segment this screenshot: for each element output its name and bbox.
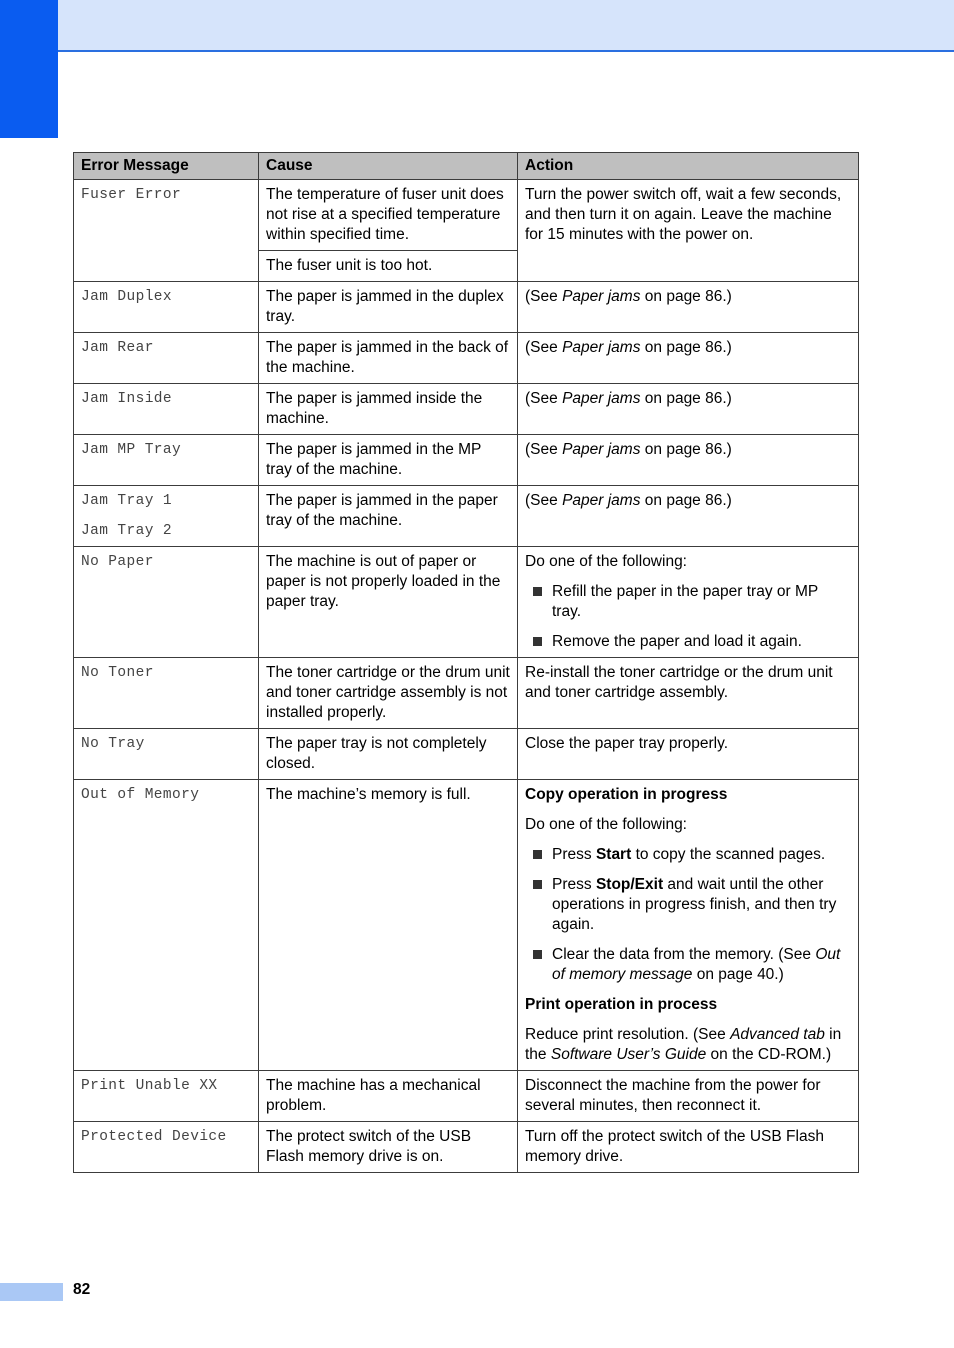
copy-intro: Do one of the following: [525, 816, 687, 833]
table-header-row [74, 153, 859, 180]
action-cell [518, 333, 859, 384]
copy-heading-text: Copy operation in progress [525, 786, 728, 803]
bullet-text [552, 945, 851, 985]
bullet-text-part: Press [552, 876, 596, 893]
cause-cell: The machine’s memory is full. [259, 780, 518, 1071]
see-reference: Paper jams [562, 339, 641, 356]
footer-bar [0, 1283, 63, 1301]
error-code: No Tray [74, 729, 259, 780]
action-cell: Disconnect the machine from the power for several minutes, then reconnect it. [518, 1071, 859, 1122]
action-cell: Turn the power switch off, wait a few seconds, and then turn it on again. Leave the machine for 15 minutes with the power on. [518, 180, 859, 282]
cause-cell: The machine has a mechanical problem. [259, 1071, 518, 1122]
software-guide-reference: Software User’s Guide [550, 1046, 707, 1063]
error-code: Protected Device [74, 1122, 259, 1173]
print-heading [525, 995, 851, 1015]
action-cell: Turn off the protect switch of the USB Flash memory drive. [518, 1122, 859, 1173]
bullet-text-part: and wait until the other operations in progress finish, and then try again. [552, 876, 837, 933]
print-text-part: on the CD-ROM.) [706, 1046, 832, 1063]
header-error-message: Error Message [74, 153, 259, 180]
error-code [74, 486, 259, 547]
start-key-label: Start [595, 846, 632, 863]
action-cell [518, 384, 859, 435]
cause-cell: The toner cartridge or the drum unit and toner cartridge assembly is not installed properly. [259, 658, 518, 729]
table-row [74, 658, 859, 729]
cause-cell: The paper is jammed inside the machine. [259, 384, 518, 435]
table-row [74, 729, 859, 780]
table-row [74, 282, 859, 333]
cause-cell: The temperature of fuser unit does not rise at a specified temperature within specified time. [259, 180, 518, 251]
error-code-line: Jam Tray 2 [81, 523, 173, 539]
print-heading-text: Print operation in process [525, 996, 718, 1013]
square-bullet-icon [533, 637, 542, 646]
error-code: Print Unable XX [74, 1071, 259, 1122]
cause-cell: The machine is out of paper or paper is not properly loaded in the paper tray. [259, 547, 518, 658]
bullet-text-part: Clear the data from the memory. (See [552, 946, 816, 963]
bullet-item [525, 945, 851, 985]
error-code: No Paper [74, 547, 259, 658]
table-row [74, 780, 859, 1071]
error-message-table [73, 152, 859, 1173]
action-cell [518, 486, 859, 547]
print-paragraph [525, 1025, 851, 1065]
bullet-item [525, 875, 851, 935]
square-bullet-icon [533, 880, 542, 889]
error-code: Jam MP Tray [74, 435, 259, 486]
see-text: on page 86.) [640, 288, 732, 305]
bullet-item [525, 845, 851, 865]
see-reference: Paper jams [562, 492, 641, 509]
see-text: (See [525, 288, 563, 305]
table-row [74, 333, 859, 384]
error-code-line: Jam Tray 1 [81, 493, 173, 509]
cause-cell: The paper is jammed in the back of the machine. [259, 333, 518, 384]
bullet-text-part: Press [552, 846, 596, 863]
header-band [0, 0, 954, 52]
see-text: on page 86.) [640, 339, 732, 356]
square-bullet-icon [533, 850, 542, 859]
header-cause: Cause [259, 153, 518, 180]
bullet-text: Refill the paper in the paper tray or MP tray. [552, 583, 818, 620]
advanced-tab-reference: Advanced tab [730, 1026, 825, 1043]
action-cell [518, 435, 859, 486]
action-cell: Close the paper tray properly. [518, 729, 859, 780]
error-code: Jam Duplex [74, 282, 259, 333]
see-reference: Paper jams [562, 288, 641, 305]
see-text: (See [525, 441, 563, 458]
table-row [74, 1122, 859, 1173]
bullet-text [552, 845, 825, 865]
square-bullet-icon [533, 587, 542, 596]
table-row [74, 1071, 859, 1122]
bullet-text-part: to copy the scanned pages. [631, 846, 826, 863]
table-row [74, 547, 859, 658]
header-action: Action [518, 153, 859, 180]
error-code: Fuser Error [74, 180, 259, 282]
see-text: (See [525, 339, 563, 356]
chapter-tab [0, 0, 58, 138]
cause-cell: The paper tray is not completely closed. [259, 729, 518, 780]
error-code: Jam Rear [74, 333, 259, 384]
page-number: 82 [73, 1281, 91, 1298]
print-text-part: Reduce print resolution. (See [525, 1026, 731, 1043]
action-cell: Re-install the toner cartridge or the drum unit and toner cartridge assembly. [518, 658, 859, 729]
stop-exit-key-label: Stop/Exit [595, 876, 664, 893]
see-text: (See [525, 390, 563, 407]
cause-cell: The fuser unit is too hot. [259, 251, 518, 282]
cause-cell: The paper is jammed in the duplex tray. [259, 282, 518, 333]
see-text: on page 86.) [640, 390, 732, 407]
copy-heading [525, 785, 851, 805]
bullet-item [525, 632, 851, 652]
bullet-text [552, 875, 851, 935]
square-bullet-icon [533, 950, 542, 959]
bullet-text-part: on page 40.) [692, 966, 784, 983]
bullet-text: Remove the paper and load it again. [552, 633, 802, 650]
memory-message-reference: Out of memory message [552, 946, 841, 983]
cause-cell: The protect switch of the USB Flash memory drive is on. [259, 1122, 518, 1173]
error-code: No Toner [74, 658, 259, 729]
table-row [74, 486, 859, 547]
see-reference: Paper jams [562, 390, 641, 407]
table-row [74, 180, 859, 251]
action-cell [518, 282, 859, 333]
bullet-item [525, 582, 851, 622]
see-text: (See [525, 492, 563, 509]
see-reference: Paper jams [562, 441, 641, 458]
cause-cell: The paper is jammed in the MP tray of the machine. [259, 435, 518, 486]
action-intro: Do one of the following: [525, 553, 687, 570]
see-text: on page 86.) [640, 441, 732, 458]
error-code: Out of Memory [74, 780, 259, 1071]
error-code: Jam Inside [74, 384, 259, 435]
table-row [74, 384, 859, 435]
table-row [74, 435, 859, 486]
action-cell [518, 780, 859, 1071]
print-text-part: in the [525, 1026, 842, 1063]
action-cell [518, 547, 859, 658]
see-text: on page 86.) [640, 492, 732, 509]
cause-cell: The paper is jammed in the paper tray of the machine. [259, 486, 518, 547]
